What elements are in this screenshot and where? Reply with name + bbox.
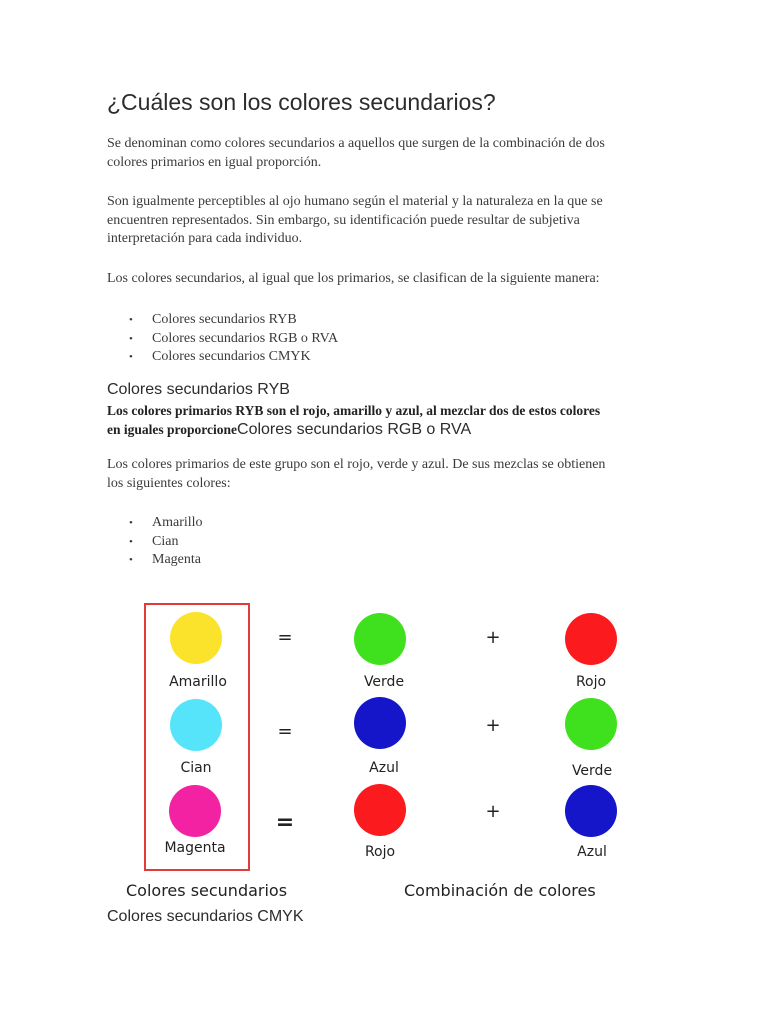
rojo-label: Rojo (364, 844, 396, 860)
list-item-label: Cian (152, 533, 179, 549)
plus-sign: + (485, 801, 501, 822)
bullet-icon: • (129, 554, 133, 566)
verde-label: Verde (571, 763, 613, 779)
azul-swatch (565, 785, 617, 837)
rojo-swatch (565, 613, 617, 665)
section-heading-cmyk: Colores secundarios CMYK (107, 908, 304, 925)
section-heading-rgb: Colores secundarios RGB o RVA (237, 421, 472, 438)
amarillo-label: Amarillo (169, 674, 227, 690)
section-heading-ryb: Colores secundarios RYB (107, 381, 290, 398)
amarillo-swatch (170, 612, 222, 664)
verde-label: Verde (363, 674, 405, 690)
page-title: ¿Cuáles son los colores secundarios? (107, 89, 496, 115)
figure-caption-left: Colores secundarios (126, 881, 288, 900)
paragraph-line: colores primarios en igual proporción. (107, 154, 322, 170)
verde-swatch (354, 613, 406, 665)
paragraph-line: Los colores primarios de este grupo son el rojo, verde y azul. De sus mezclas se obtienen (107, 457, 606, 472)
paragraph-line: Se denominan como colores secundarios a aquellos que surgen de la combinación de dos (107, 136, 605, 151)
paragraph-line: interpretación para cada individuo. (107, 231, 303, 246)
list-item-label: Colores secundarios RGB o RVA (152, 330, 339, 346)
equals-sign: = (277, 721, 293, 742)
paragraph-line: Los colores secundarios, al igual que los primarios, se clasifican de la siguiente manera: (107, 271, 600, 286)
azul-label: Azul (369, 760, 399, 776)
plus-sign: + (485, 627, 501, 648)
list-item-label: Magenta (152, 552, 201, 567)
plus-sign: + (485, 715, 501, 736)
verde-swatch (565, 698, 617, 750)
equals-sign: = (275, 810, 295, 835)
paragraph-line: encuentren representados. Sin embargo, su identificación puede resultar de subjetiva (107, 212, 580, 228)
magenta-label: Magenta (164, 840, 226, 856)
paragraph-line: Son igualmente perceptibles al ojo humano según el material y la naturaleza en la que se (107, 194, 603, 209)
ryb-bold-line: Los colores primarios RYB son el rojo, amarillo y azul, al mezclar dos de estos colores (107, 403, 601, 418)
ryb-bold-fragment: en iguales proporcione (107, 422, 238, 437)
magenta-swatch (169, 785, 221, 837)
bullet-icon: • (129, 332, 133, 345)
azul-swatch (354, 697, 406, 749)
paragraph-line: los siguientes colores: (107, 475, 231, 491)
azul-label: Azul (577, 844, 607, 860)
figure-caption-right: Combinación de colores (404, 881, 596, 900)
bullet-icon: • (129, 314, 133, 326)
cian-label: Cian (180, 760, 212, 776)
list-item-label: Colores secundarios RYB (152, 312, 297, 327)
bullet-icon: • (129, 351, 133, 363)
bullet-icon: • (129, 535, 133, 548)
rojo-swatch (354, 784, 406, 836)
bullet-icon: • (129, 517, 133, 529)
rojo-label: Rojo (575, 674, 607, 690)
cian-swatch (170, 699, 222, 751)
list-item-label: Colores secundarios CMYK (152, 349, 311, 364)
equals-sign: = (277, 627, 293, 648)
list-item-label: Amarillo (152, 515, 203, 530)
